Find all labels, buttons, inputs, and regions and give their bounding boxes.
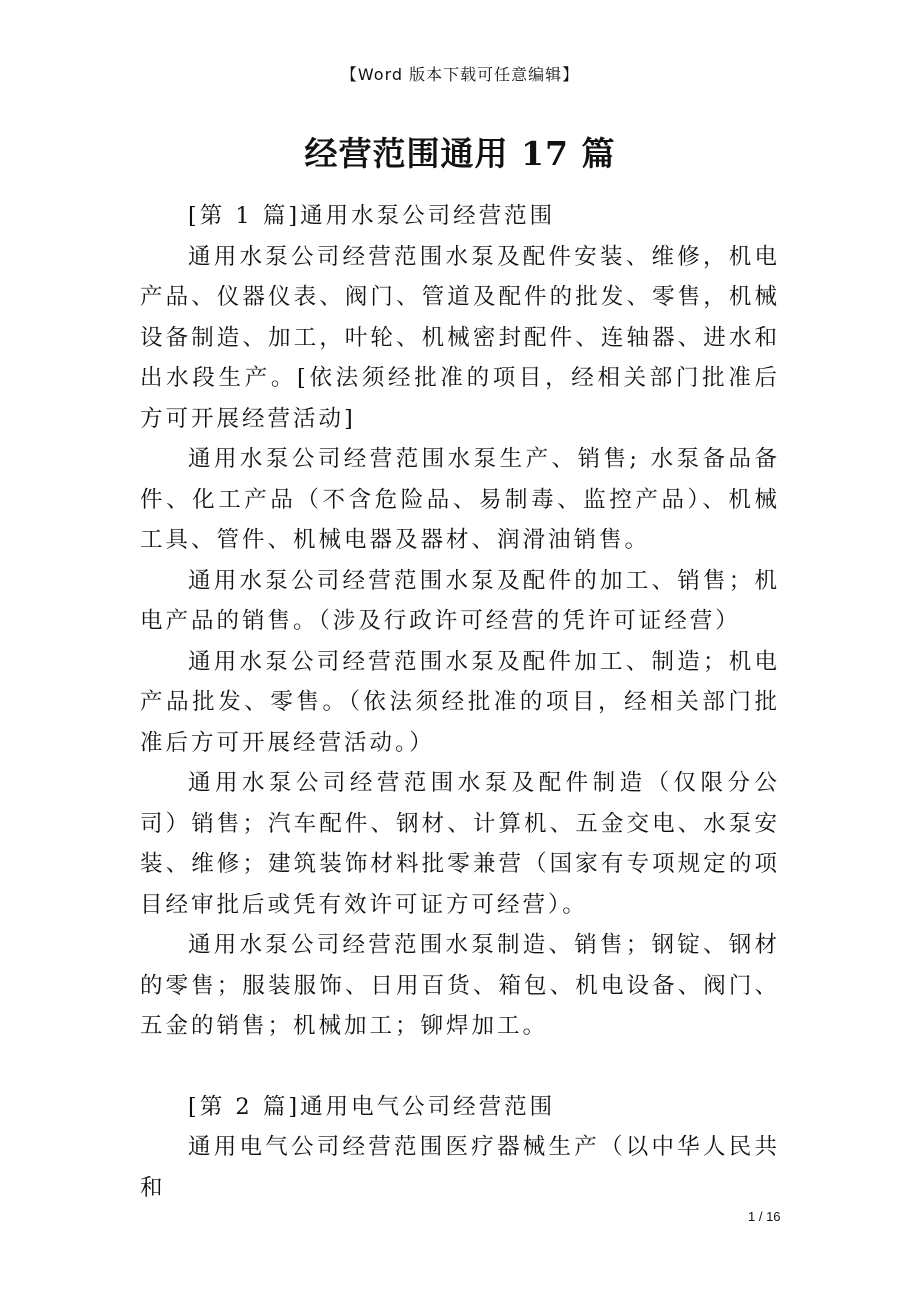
paragraph: 通用水泵公司经营范围水泵及配件安装、维修，机电产品、仪器仪表、阀门、管道及配件的批发、零售，机械设备制造、加工，叶轮、机械密封配件、连轴器、进水和出水段生产。[依法须经批准的项目，经相关部门批准后方可开展经营活动] [140, 243, 780, 432]
section-spacer [140, 1047, 780, 1087]
paragraph: 通用水泵公司经营范围水泵及配件加工、制造；机电产品批发、零售。（依法须经批准的项目，经相关部门批准后方可开展经营活动。） [140, 648, 780, 756]
section-heading-1: [第 1 篇]通用水泵公司经营范围 [188, 203, 556, 229]
page-number: 1 / 16 [748, 1209, 781, 1224]
paragraph: 通用水泵公司经营范围水泵及配件制造（仅限分公司）销售；汽车配件、钢材、计算机、五金交电、水泵安装、维修；建筑装饰材料批零兼营（国家有专项规定的项目经审批后或凭有效许可证方可经营）。 [140, 770, 780, 918]
document-body [140, 196, 780, 1208]
paragraph: 通用水泵公司经营范围水泵制造、销售；钢锭、钢材的零售；服装服饰、日用百货、箱包、机电设备、阀门、五金的销售；机械加工；铆焊加工。 [140, 932, 780, 1039]
document-title: 经营范围通用 17 篇 [304, 134, 616, 173]
header-note: 【Word 版本下载可任意编辑】 [340, 65, 580, 84]
paragraph: 通用水泵公司经营范围水泵生产、销售; 水泵备品备件、化工产品（不含危险品、易制毒、监控产品）、机械工具、管件、机械电器及器材、润滑油销售。 [140, 446, 780, 553]
section-heading-2: [第 2 篇]通用电气公司经营范围 [188, 1093, 556, 1120]
paragraph: 通用水泵公司经营范围水泵及配件的加工、销售；机电产品的销售。（涉及行政许可经营的凭许可证经营） [140, 567, 780, 634]
paragraph: 通用电气公司经营范围医疗器械生产（以中华人民共和 [140, 1134, 780, 1201]
